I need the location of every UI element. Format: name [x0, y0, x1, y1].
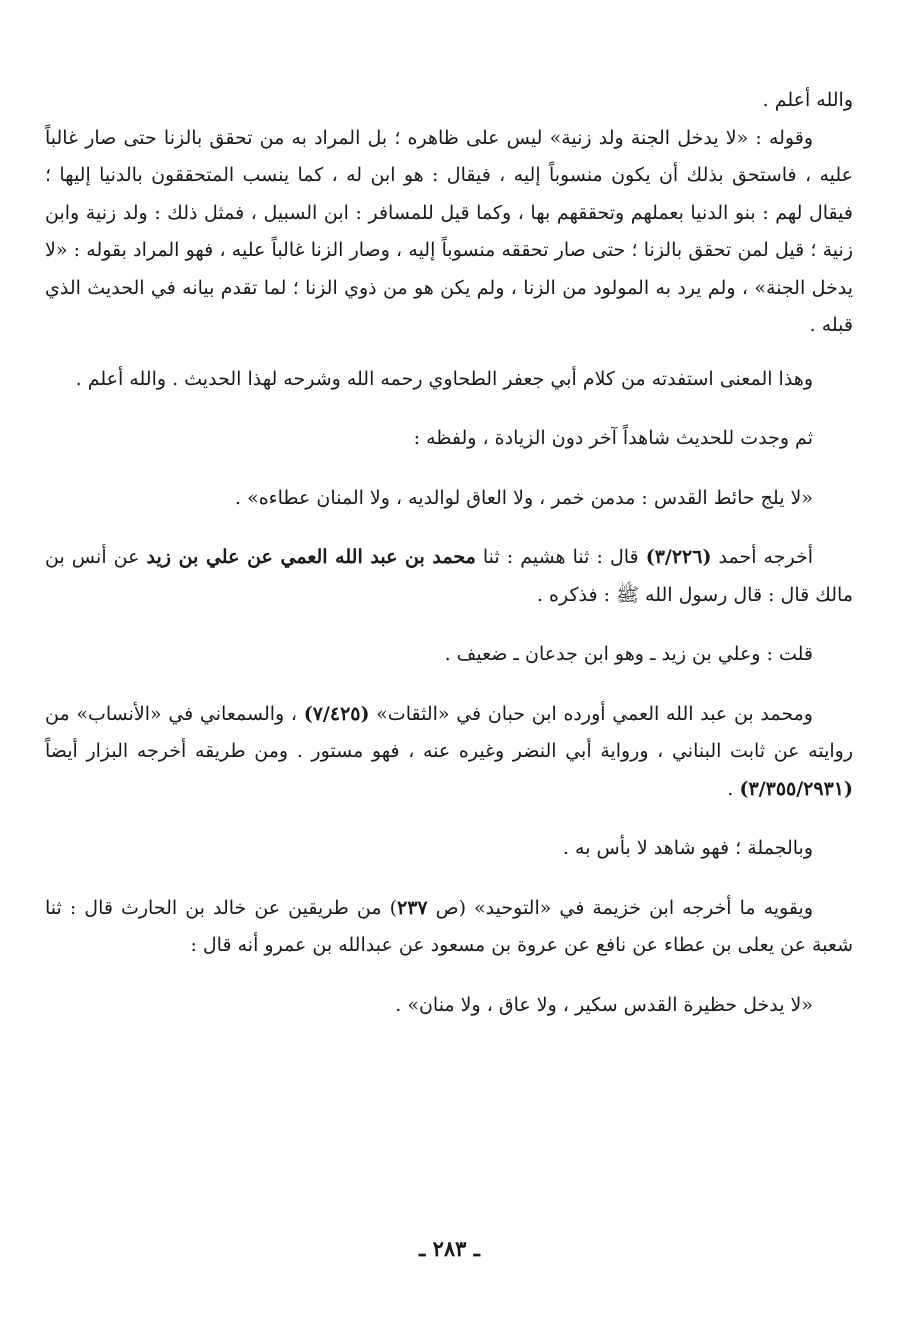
- paragraph-summary: وبالجملة ؛ فهو شاهد لا بأس به .: [562, 837, 813, 859]
- ibn-khuzaymah-part-a: ويقويه ما أخرجه ابن خزيمة في «التوحيد» (ص: [427, 896, 813, 919]
- page-number: ـ ٢٨٣ ـ: [419, 1236, 480, 1261]
- page-body: [45, 82, 853, 1024]
- takhrij-ahmad-part-e: عن أنس بن مالك قال : قال رسول الله ﷺ : فذكره .: [45, 546, 853, 606]
- paragraph-witness-intro: ثم وجدت للحديث شاهداً آخر دون الزيادة ، ولفظه :: [413, 427, 813, 449]
- paragraph-ibn-khuzaymah: [45, 890, 853, 965]
- ibn-khuzaymah-part-c: ) من طريقين عن خالد بن الحارث قال : ثنا شعبة عن يعلى بن عطاء عن نافع عن عروة بن مسعود عن عبدالله بن عمرو أنه قال :: [45, 896, 853, 956]
- narrator-status-ref-1: (٧/٤٢٥): [303, 702, 370, 725]
- takhrij-ahmad-reference: (٣/٢٢٦): [645, 546, 712, 568]
- narrator-status-part-a: ومحمد بن عبد الله العمي أورده ابن حبان في «الثقات»: [369, 702, 813, 725]
- ibn-khuzaymah-page-ref: ٢٣٧: [396, 896, 428, 919]
- narrator-status-ref-2: (٣/٣٥٥/٢٩٣١): [739, 777, 853, 800]
- paragraph-narrator-status: [45, 696, 853, 809]
- paragraph-grading: قلت : وعلي بن زيد ـ وهو ابن جدعان ـ ضعيف .: [444, 643, 813, 665]
- narrator-status-part-e: .: [727, 777, 740, 800]
- narrator-status-part-c: ، والسمعاني في «الأنساب» من روايته عن ثابت البناني ، ورواية أبي النضر وغيره عنه ، فهو مستور . ومن طريقه أخرجه البزار أيضاً: [45, 702, 853, 762]
- hadith-quote-1: «لا يلج حائط القدس : مدمن خمر ، ولا العاق لوالديه ، ولا المنان عطاءه» .: [235, 486, 813, 509]
- hadith-quote-2: «لا يدخل حظيرة القدس سكير ، ولا عاق ، ولا منان» .: [395, 993, 813, 1016]
- paragraph-explanation: وقوله : «لا يدخل الجنة ولد زنية» ليس على ظاهره ؛ بل المراد به من تحقق بالزنا حتى صار غالباً عليه ، فاستحق بذلك أن يكون منسوباً إليه ، فيقال : هو ابن له ، كما ينسب المتحققون بالدنيا إليها ؛ فيقال لهم : بنو الدنيا بعملهم وتحققهم بها ، وكما قيل للمسافر : ابن السبيل ، فمثل ذلك : ولد زنية وابن زنية ؛ قيل لمن تحقق بالزنا ؛ حتى صار تحققه منسوباً إليه ، وصار الزنا غالباً عليه ، فهو المراد بقوله : «لا يدخل الجنة» ، ولم يرد به المولود من الزنا ، ولم يكن هو من ذوي الزنا ؛ لما تقدم بيانه في الحديث الذي قبله .: [45, 126, 853, 336]
- takhrij-ahmad-part-c: قال : ثنا هشيم : ثنا: [475, 546, 646, 568]
- closing-phrase: والله أعلم .: [762, 89, 853, 111]
- takhrij-ahmad-narrators: محمد بن عبد الله العمي عن علي بن زيد: [146, 546, 476, 568]
- takhrij-ahmad-part-a: أخرجه أحمد: [711, 546, 813, 568]
- paragraph-takhrij-ahmad: [45, 539, 853, 614]
- paragraph-source-note: وهذا المعنى استفدته من كلام أبي جعفر الطحاوي رحمه الله وشرحه لهذا الحديث . والله أعلم .: [75, 367, 813, 390]
